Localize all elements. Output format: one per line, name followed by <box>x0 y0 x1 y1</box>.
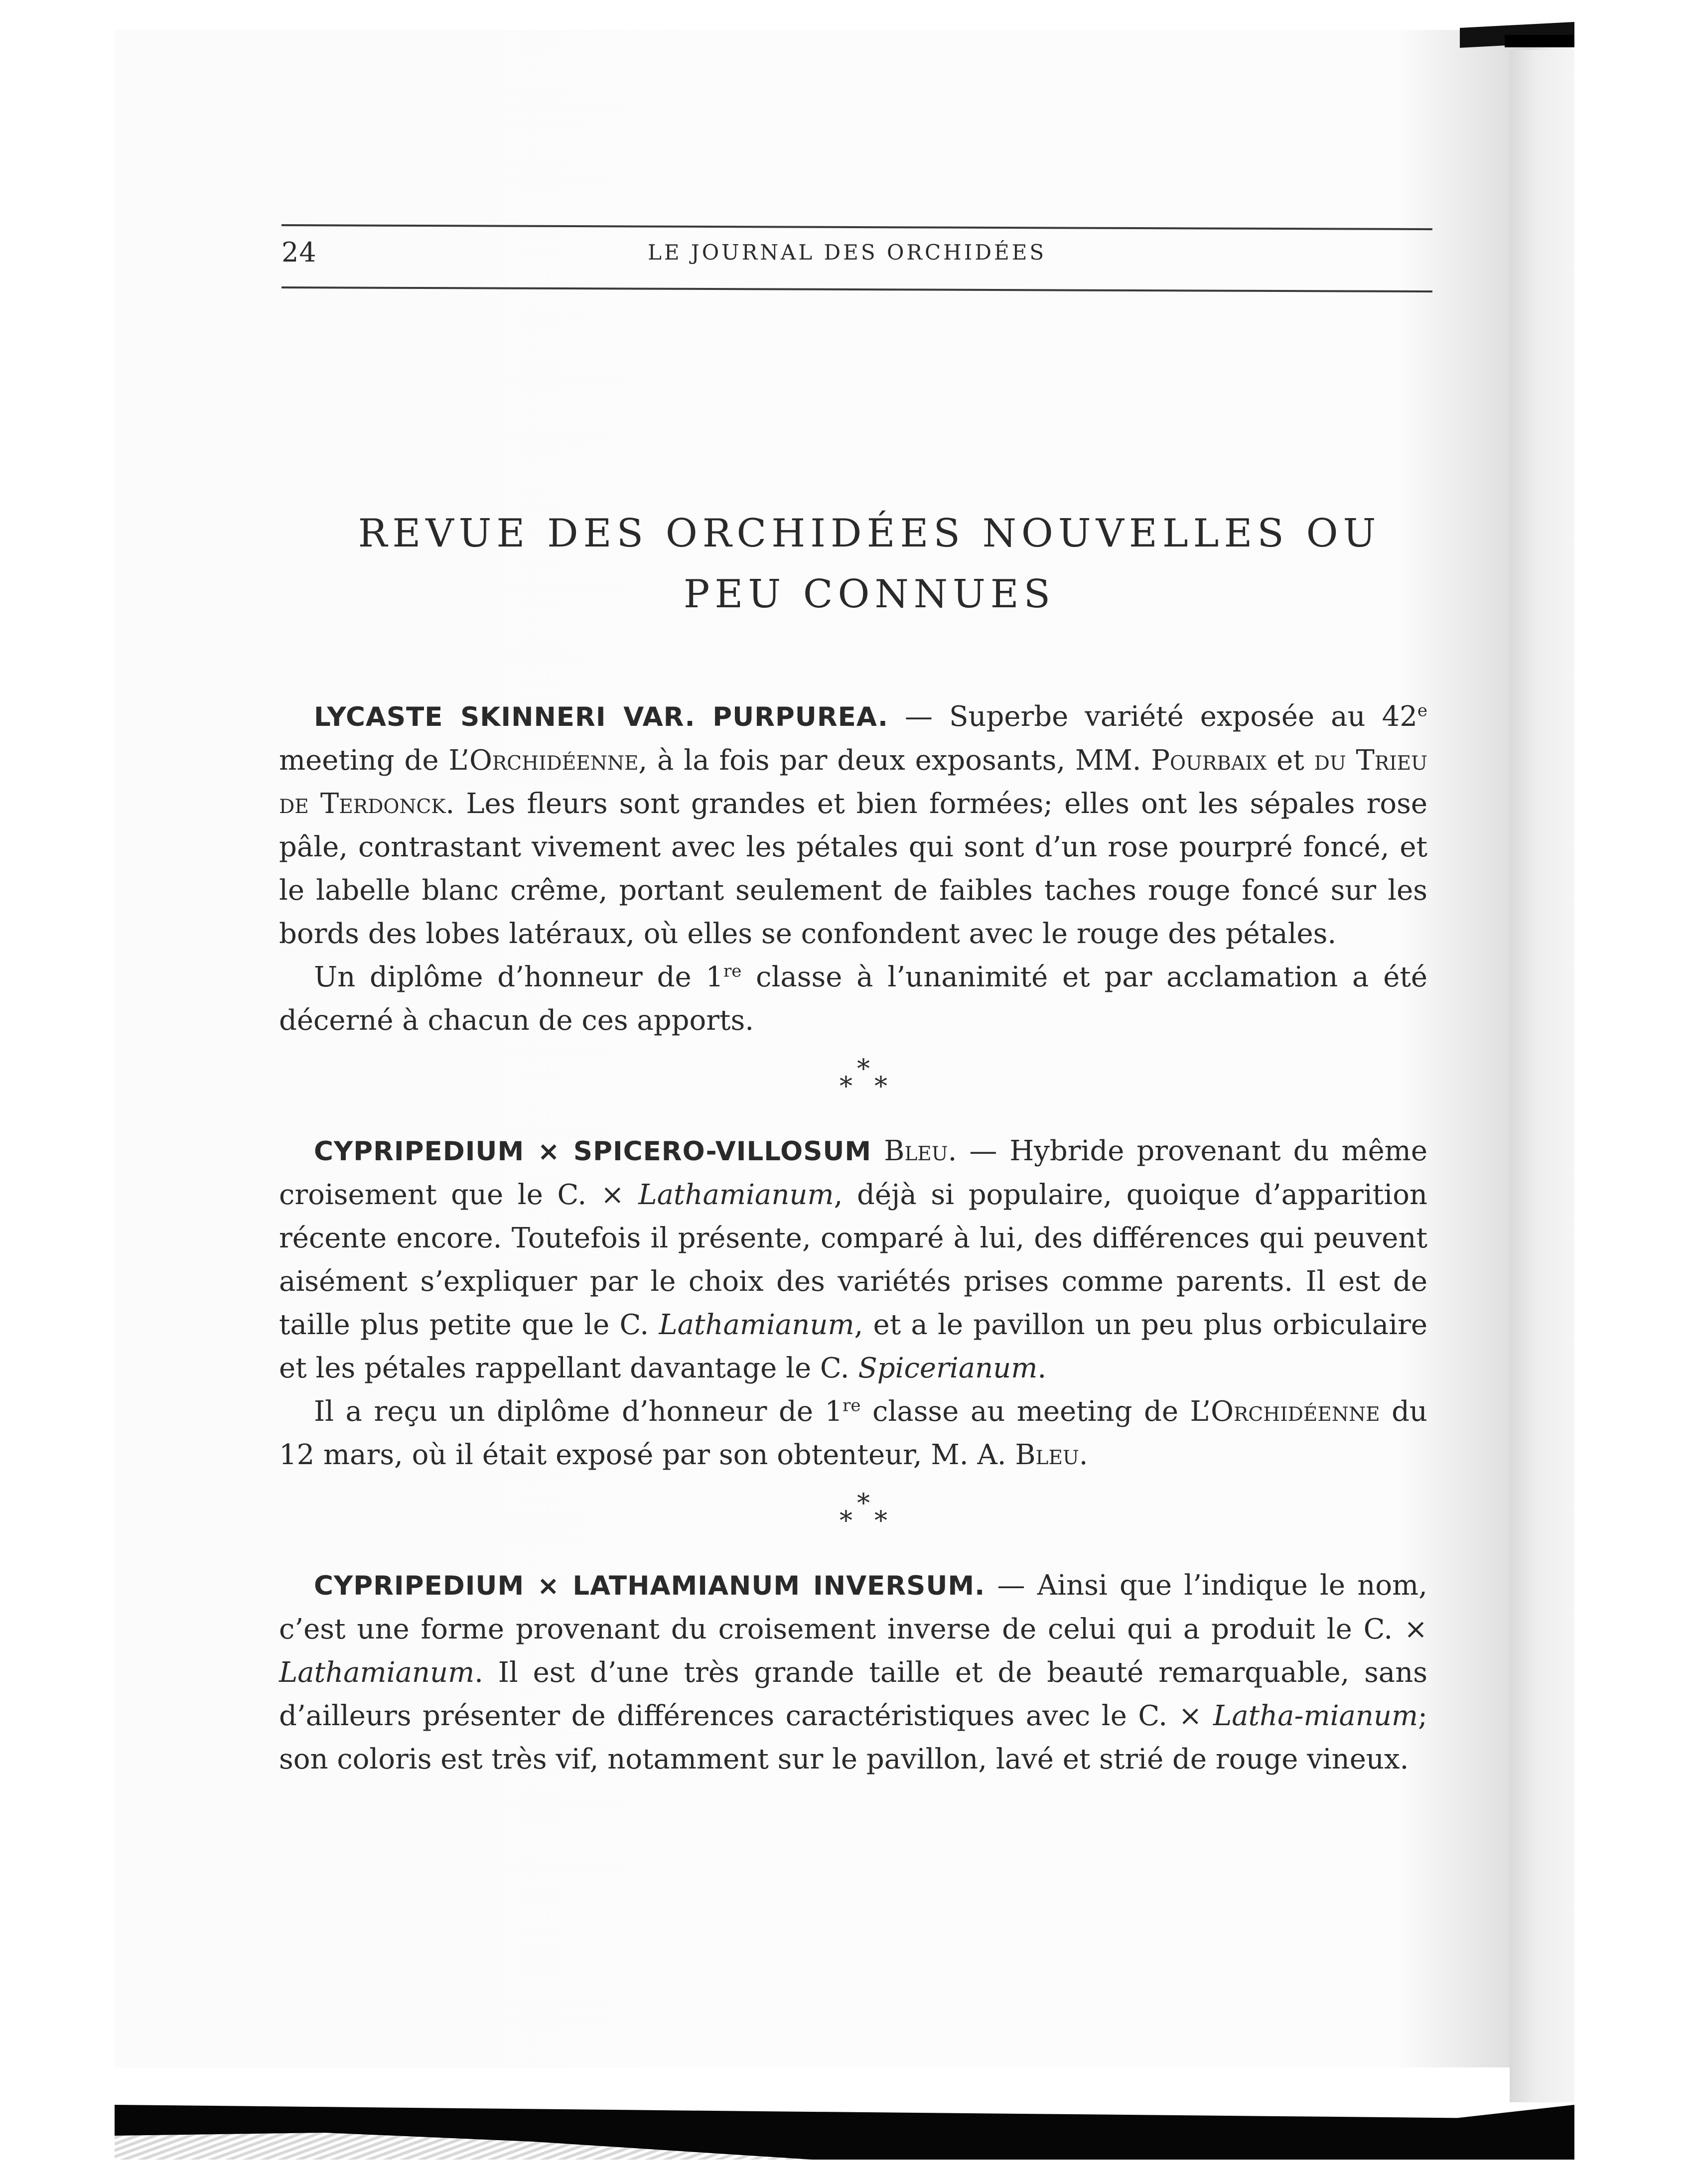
entry-paragraph: CYPRIPEDIUM × SPICERO-VILLOSUM Bleu. — Hybride provenant du même croisement que le C. × Lathamianum, déjà si populaire, quoique d’apparition récente encore. Toutefois il présente, comparé à lui, des différences qui peuvent aisément s’expliquer par le choix des variétés prises comme parents. Il est de taille plus petite que le C. Lathamianum, et a le pavillon un peu plus orbiculaire et les pétales rappellant davantage le C. Spicerianum. <box>279 1135 1428 1384</box>
exhibitor-name: Pourbaix <box>1151 744 1267 777</box>
article-title-line-2: PEU CONNUES <box>683 572 1056 617</box>
page-number: 24 <box>282 237 317 268</box>
society-name: L’Orchidéenne <box>448 744 639 777</box>
species-name: Spicerianum <box>858 1352 1038 1384</box>
entry-lycaste-skinneri <box>279 695 1427 1042</box>
asterism-divider <box>279 1042 1427 1129</box>
article-body <box>279 695 1427 1781</box>
entry-cypripedium-lathamianum-inversum <box>279 1564 1427 1781</box>
asterisk-icon: * <box>857 1489 870 1518</box>
header-rule-bottom <box>282 286 1432 292</box>
author-name: Bleu <box>1015 1439 1079 1471</box>
running-title: LE JOURNAL DES ORCHIDÉES <box>648 240 1047 265</box>
entry-paragraph: Un diplôme d’honneur de 1re classe à l’unanimité et par acclamation a été décerné à chacun de ces apports. <box>279 961 1427 1037</box>
asterism-divider <box>279 1477 1427 1564</box>
asterisk-icon: * <box>874 1072 887 1101</box>
author-name: Bleu <box>884 1135 948 1167</box>
species-name: Lathamianum <box>638 1179 834 1211</box>
species-name: Latha-mianum <box>1213 1700 1418 1732</box>
asterisk-icon: * <box>840 1072 852 1101</box>
header-rule-top <box>282 224 1432 230</box>
species-name: Lathamianum <box>279 1656 475 1689</box>
article-title-line-1: REVUE DES ORCHIDÉES NOUVELLES OU <box>358 511 1381 556</box>
exhibitor-name: du Trieu de Terdonck <box>279 744 1427 820</box>
species-name: Lathamianum <box>659 1309 854 1341</box>
entry-heading: LYCASTE SKINNERI VAR. PURPUREA. <box>314 702 888 732</box>
asterisk-icon: * <box>840 1506 852 1536</box>
society-name: L’Orchidéenne <box>1190 1395 1380 1428</box>
entry-heading: CYPRIPEDIUM × SPICERO-VILLOSUM <box>314 1136 872 1167</box>
asterisk-icon: * <box>874 1506 887 1536</box>
asterisk-icon: * <box>857 1054 870 1084</box>
entry-cypripedium-spicero-villosum <box>279 1129 1427 1477</box>
entry-paragraph: Il a reçu un diplôme d’honneur de 1re classe au meeting de L’Orchidéenne du 12 mars, où il était exposé par son obtenteur, M. A. Bleu. <box>279 1395 1427 1471</box>
entry-heading: CYPRIPEDIUM × LATHAMIANUM INVERSUM. <box>314 1571 986 1601</box>
entry-paragraph: LYCASTE SKINNERI VAR. PURPUREA. — Superbe variété exposée au 42e meeting de L’Orchidéenne, à la fois par deux exposants, MM. Pourbaix et du Trieu de Terdonck. Les fleurs sont grandes et bien formées; elles ont les sépales rose pâle, contrastant vivement avec les pétales qui sont d’un rose pourpré foncé, et le labelle blanc crême, portant seulement de faibles taches rouge foncé sur les bords des lobes latéraux, où elles se confondent avec le rouge des pétales. <box>279 700 1427 950</box>
entry-paragraph: CYPRIPEDIUM × LATHAMIANUM INVERSUM. — Ainsi que l’indique le nom, c’est une forme provenant du croisement inverse de celui qui a produit le C. × Lathamianum. Il est d’une très grande taille et de beauté remarquable, sans d’ailleurs présenter de différences caractéristiques avec le C. × Latha-mianum; son coloris est très vif, notamment sur le pavillon, lavé et strié de rouge vineux. <box>279 1569 1427 1775</box>
article-title <box>309 503 1430 625</box>
